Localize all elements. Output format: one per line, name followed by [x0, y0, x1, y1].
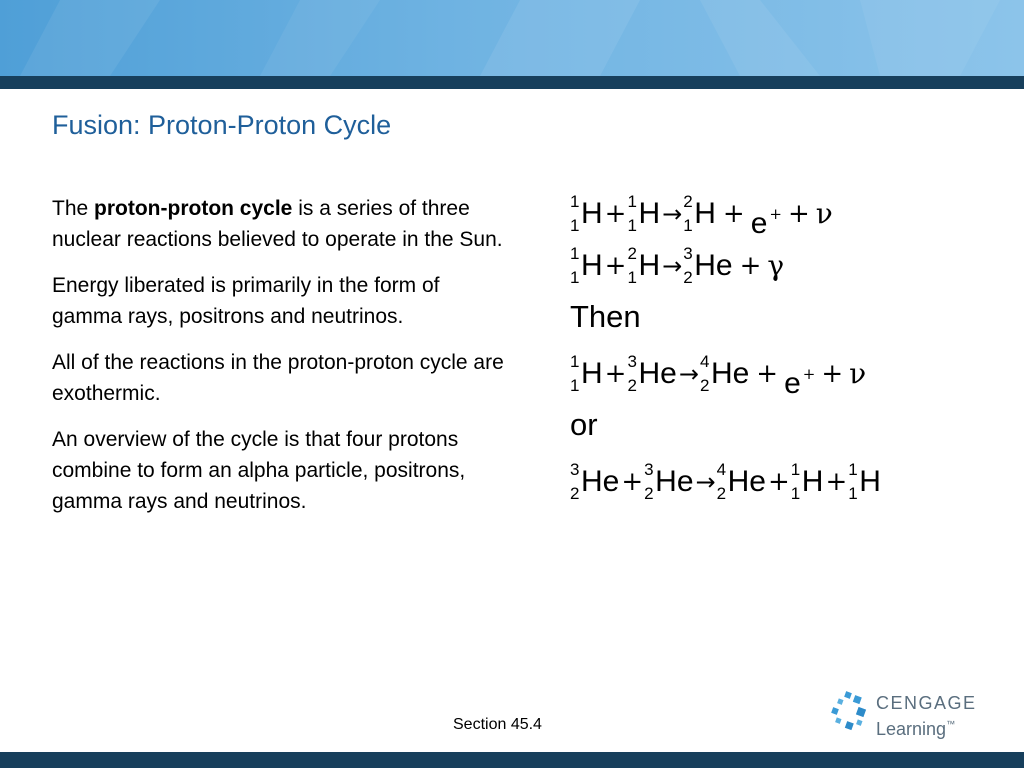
- reaction-equations: [570, 193, 1010, 513]
- trademark-symbol: ™: [946, 719, 956, 729]
- then-label: Then: [570, 299, 641, 334]
- plus-sign: +: [821, 359, 844, 389]
- nuclide-h1: 1 1 H: [570, 192, 603, 235]
- plus-sign: +: [722, 199, 745, 229]
- header-bar: [0, 76, 1024, 89]
- nuclide-he4: 4 2 He: [699, 352, 750, 395]
- nuclide-he4: 4 2 He: [716, 460, 766, 503]
- reaction-2: [570, 245, 1010, 297]
- arrow-symbol: →: [695, 468, 716, 496]
- neutrino-symbol: ν: [849, 357, 867, 390]
- plus-sign: +: [604, 251, 627, 281]
- gamma-symbol: γ: [767, 249, 785, 282]
- p1-post: is a series of three nuclear reactions believed to operate in the Sun.: [52, 197, 503, 251]
- reaction-1: [570, 193, 1010, 245]
- nuclide-h1: 1 1 H: [570, 244, 603, 287]
- reaction-3: [570, 353, 1010, 405]
- cengage-logo-mark-icon: [830, 690, 870, 734]
- cengage-logo: [830, 690, 990, 738]
- nuclide-h1: 1 1 H: [627, 192, 661, 235]
- positron: e +: [750, 205, 782, 240]
- nuclide-h2: 2 1 H: [683, 192, 716, 235]
- paragraph-definition: [52, 193, 504, 255]
- reaction-4: [570, 461, 1010, 513]
- nuclide-he3: 3 2 He: [570, 460, 620, 503]
- or-label: or: [570, 407, 598, 442]
- paragraph-exothermic: All of the reactions in the proton-proton cycle are exothermic.: [52, 351, 504, 405]
- positron: e +: [784, 365, 816, 400]
- logo-text-cengage: CENGAGE: [876, 693, 977, 713]
- paragraph-overview: An overview of the cycle is that four protons combine to form an alpha particle, positrons, gamma rays and neutrinos.: [52, 428, 466, 513]
- plus-sign: +: [739, 251, 762, 281]
- arrow-symbol: →: [678, 360, 699, 388]
- plus-sign: +: [756, 359, 779, 389]
- nuclide-h1: 1 1 H: [848, 460, 881, 503]
- nuclide-he3: 3 2 He: [627, 352, 677, 395]
- nuclide-h1: 1 1 H: [570, 352, 603, 395]
- plus-sign: +: [604, 199, 627, 229]
- logo-text-learning: Learning™: [876, 719, 956, 739]
- plus-sign: +: [787, 199, 810, 229]
- header-band: [0, 0, 1024, 76]
- body-text: [52, 193, 504, 532]
- section-label: Section 45.4: [453, 716, 542, 733]
- paragraph-energy: Energy liberated is primarily in the form of gamma rays, positrons and neutrinos.: [52, 274, 440, 328]
- arrow-symbol: →: [662, 252, 683, 280]
- plus-sign: +: [825, 467, 848, 497]
- plus-sign: +: [621, 467, 644, 497]
- arrow-symbol: →: [662, 200, 683, 228]
- p1-bold-term: proton-proton cycle: [94, 197, 293, 220]
- nuclide-h2: 2 1 H: [627, 244, 661, 287]
- p1-pre: The: [52, 197, 95, 220]
- header-streaks: [0, 0, 1024, 76]
- footer-bar: [0, 752, 1024, 768]
- nuclide-h1: 1 1 H: [790, 460, 824, 503]
- neutrino-symbol: ν: [815, 197, 833, 230]
- plus-sign: +: [604, 359, 627, 389]
- slide-title: Fusion: Proton-Proton Cycle: [52, 110, 392, 140]
- nuclide-he3: 3 2 He: [683, 244, 733, 287]
- plus-sign: +: [767, 467, 790, 497]
- nuclide-he3: 3 2 He: [644, 460, 694, 503]
